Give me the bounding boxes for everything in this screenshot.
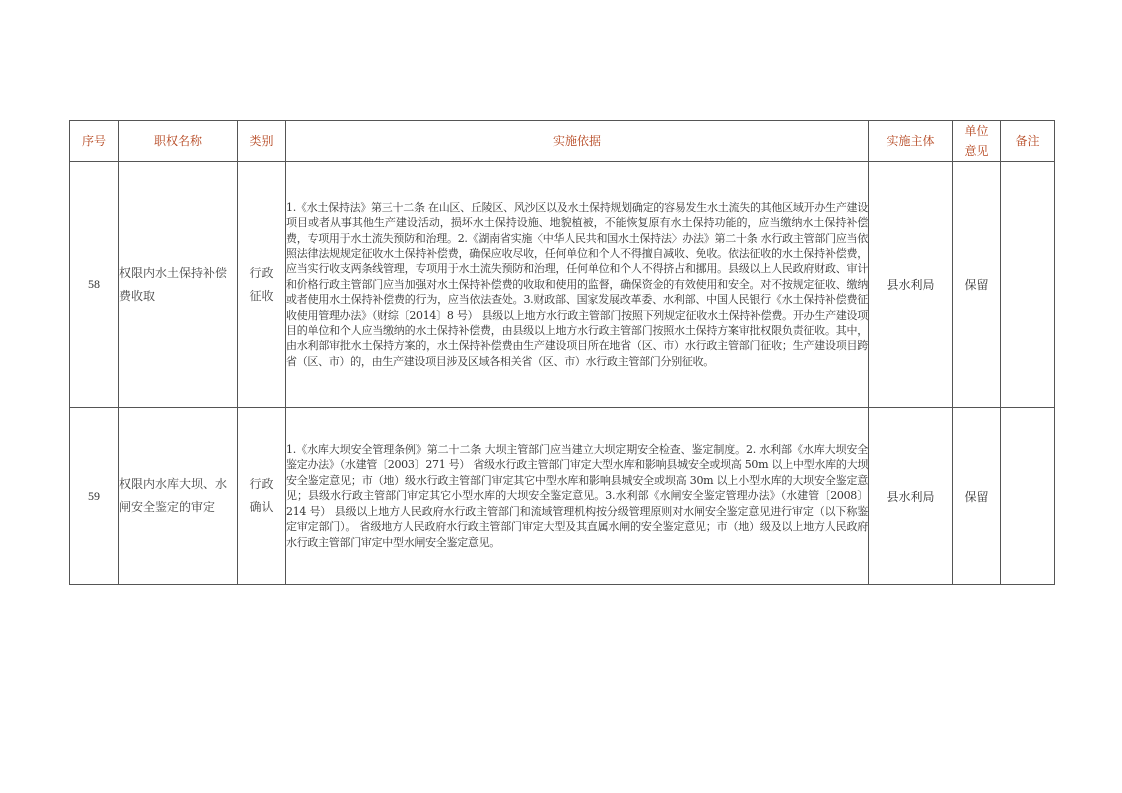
row-subject: 县水利局 — [869, 162, 953, 408]
row-basis: 1.《水土保持法》第三十二条 在山区、丘陵区、风沙区以及水土保持规划确定的容易发生水土流失的其他区域开办生产建设项目或者从事其他生产建设活动，损坏水土保持设施、地貌植被，不能恢复原有水土保持功能的，应当缴纳水土保持补偿费，专项用于水土流失预防和治理。2.《湖南省实施〈中华人民共和国水土保持法〉办法》第二十条 水行政主管部门应当依照法律法规规定征收水土保持补偿费，确保应收尽收，任何单位和个人不得擅自减收、免收。依法征收的水土保持补偿费，应当实行收支两条线管理，专项用于水土流失预防和治理，任何单位和个人不得挤占和挪用。县级以上人民政府财政、审计和价格行政主管部门应当加强对水土保持补偿费的收取和使用的监督，确保资金的有效使用和安全。对不按规定征收、缴纳或者使用水土保持补偿费的行为，应当依法查处。3.财政部、国家发展改革委、水利部、中国人民银行《水土保持补偿费征收使用管理办法》（财综〔2014〕8 号） 县级以上地方水行政主管部门按照下列规定征收水土保持补偿费。开办生产建设项目的单位和个人应当缴纳的水土保持补偿费，由县级以上地方水行政主管部门按照水土保持方案审批权限负责征收。其中，由水利部审批水土保持方案的，水土保持补偿费由生产建设项目所在地省（区、市）水行政主管部门征收；生产建设项目跨省（区、市）的，由生产建设项目涉及区域各相关省（区、市）水行政主管部门分别征收。 — [286, 162, 869, 408]
authority-table — [69, 120, 1055, 585]
row-category-text: 行政确认 — [249, 477, 274, 514]
row-num: 58 — [70, 162, 119, 408]
row-remarks — [1001, 162, 1055, 408]
table-row — [70, 408, 1055, 585]
header-opinion-text: 单位意见 — [964, 124, 989, 158]
header-opinion — [953, 121, 1001, 162]
header-num: 序号 — [70, 121, 119, 162]
header-remarks: 备注 — [1001, 121, 1055, 162]
row-category-text: 行政征收 — [249, 265, 274, 303]
header-name: 职权名称 — [119, 121, 238, 162]
row-basis: 1.《水库大坝安全管理条例》第二十二条 大坝主管部门应当建立大坝定期安全检查、鉴定制度。2. 水利部《水库大坝安全鉴定办法》（水建管〔2003〕271 号） 省级水行政主管部门审定大型水库和影响县城安全或坝高 50m 以上中型水库的大坝安全鉴定意见；市（地）级水行政主管部门审定其它中型水库和影响县城安全或坝高 30m 以上小型水库的大坝安全鉴定意见；县级水行政主管部门审定其它小型水库的大坝安全鉴定意见。3.水利部《水闸安全鉴定管理办法》（水建管〔2008〕214 号） 县级以上地方人民政府水行政主管部门和流域管理机构按分级管理原则对水闸安全鉴定意见进行审定（以下称鉴定审定部门）。 省级地方人民政府水行政主管部门审定大型及其直属水闸的安全鉴定意见；市（地）级及以上地方人民政府水行政主管部门审定中型水闸安全鉴定意见。 — [286, 408, 869, 585]
row-num: 59 — [70, 408, 119, 585]
row-opinion: 保留 — [953, 162, 1001, 408]
row-name: 权限内水库大坝、水闸安全鉴定的审定 — [119, 408, 238, 585]
header-basis: 实施依据 — [286, 121, 869, 162]
row-opinion: 保留 — [953, 408, 1001, 585]
header-subject: 实施主体 — [869, 121, 953, 162]
header-row — [70, 121, 1055, 162]
row-subject: 县水利局 — [869, 408, 953, 585]
table-row — [70, 162, 1055, 408]
row-category — [238, 408, 286, 585]
row-category — [238, 162, 286, 408]
row-name: 权限内水土保持补偿费收取 — [119, 162, 238, 408]
row-remarks — [1001, 408, 1055, 585]
header-category: 类别 — [238, 121, 286, 162]
